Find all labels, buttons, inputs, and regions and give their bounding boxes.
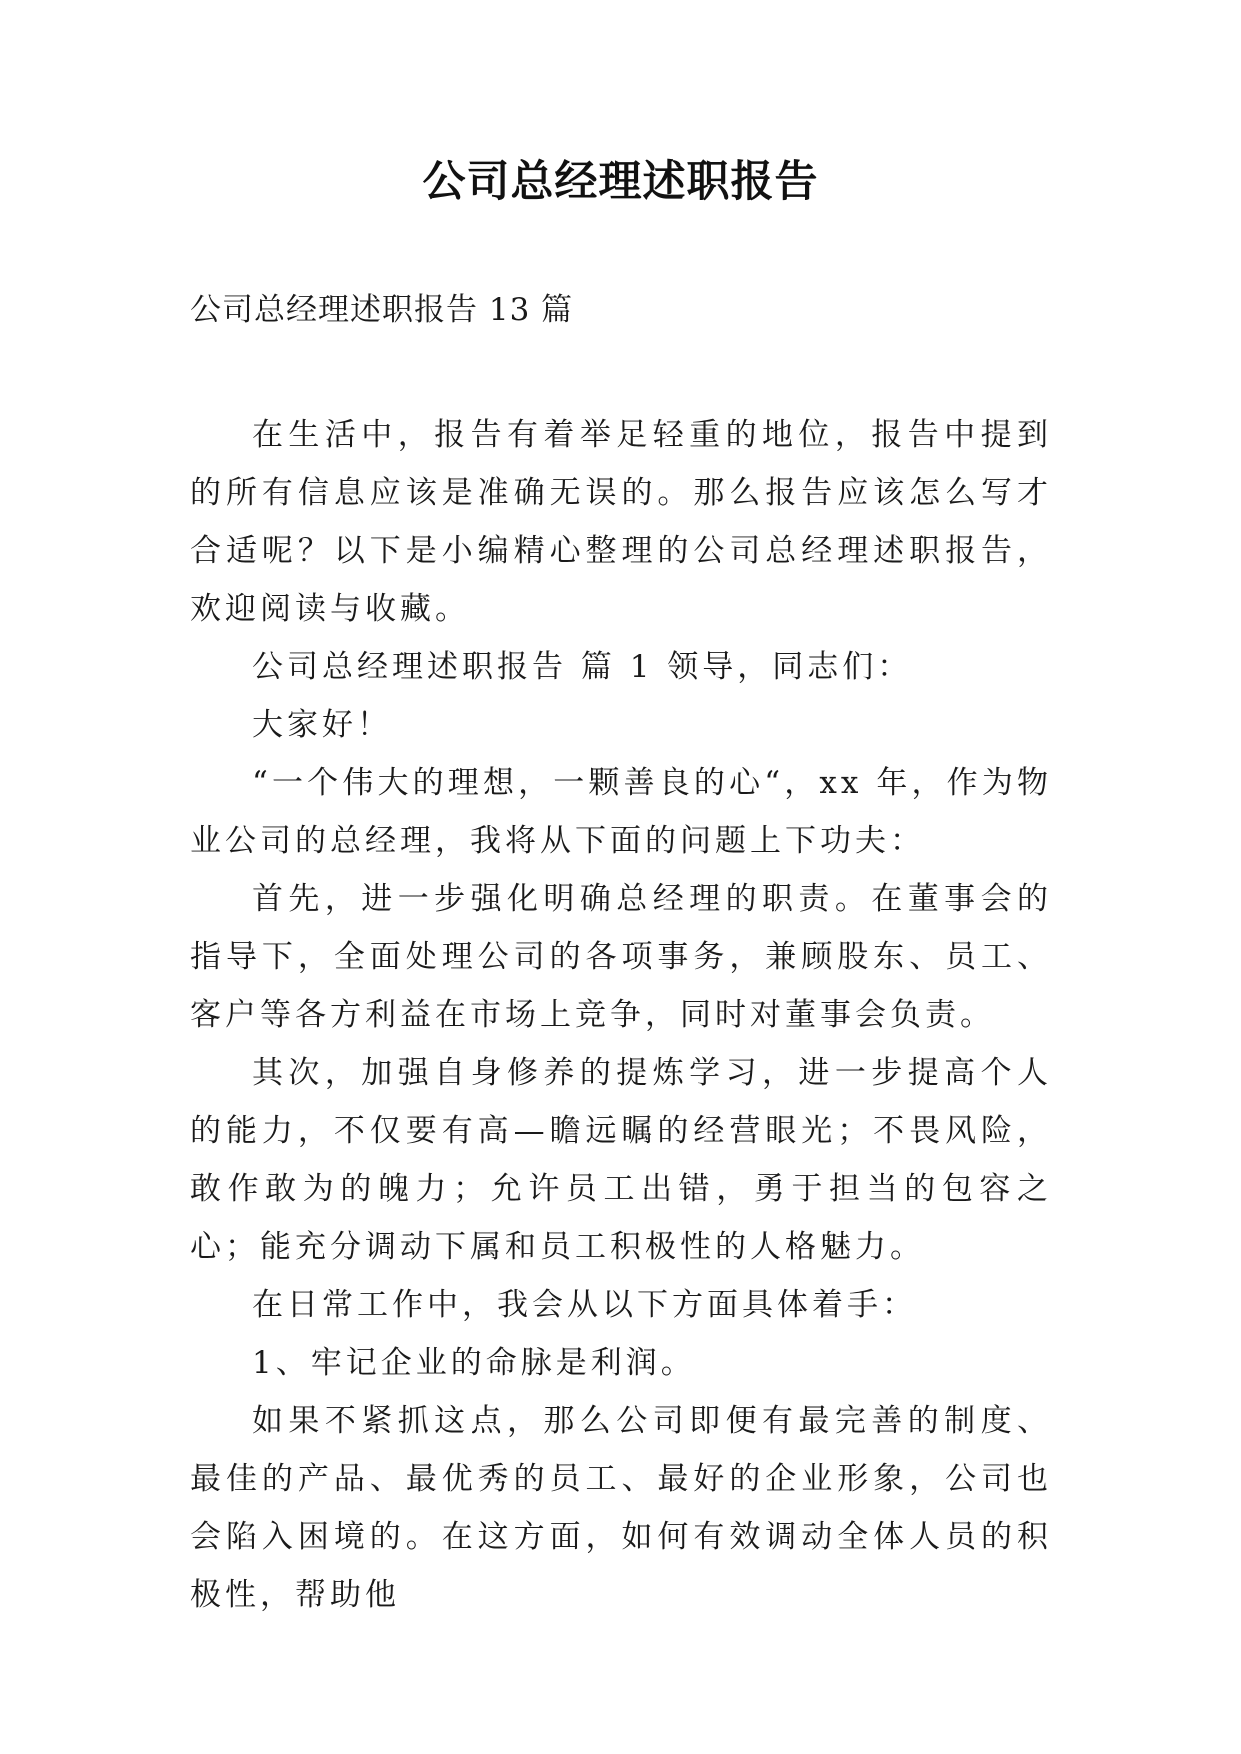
paragraph-greeting-heading: 公司总经理述职报告 篇 1 领导，同志们：: [252, 649, 913, 685]
document-title: 公司总经理述职报告: [422, 157, 819, 207]
paragraph-greeting: 大家好！: [252, 707, 392, 743]
paragraph-first: 首先，进一步强化明确总经理的职责。在董事会的指导下，全面处理公司的各项事务，兼顾股东、员工、客户等各方利益在市场上竞争，同时对董事会负责。: [190, 881, 1052, 1033]
paragraph-ideal: “一个伟大的理想，一颗善良的心“，xx 年，作为物业公司的总经理，我将从下面的问题上下功夫：: [190, 765, 1052, 859]
document-subtitle: 公司总经理述职报告 13 篇: [190, 292, 574, 328]
paragraph-point-1: 1、牢记企业的命脉是利润。: [252, 1345, 696, 1381]
paragraph-second: 其次，加强自身修养的提炼学习，进一步提高个人的能力，不仅要有高—瞻远瞩的经营眼光；不畏风险，敢作敢为的魄力；允许员工出错，勇于担当的包容之心；能充分调动下属和员工积极性的人格魅力。: [190, 1055, 1052, 1265]
paragraph-profit: 如果不紧抓这点，那么公司即便有最完善的制度、最佳的产品、最优秀的员工、最好的企业形象，公司也会陷入困境的。在这方面，如何有效调动全体人员的积极性，帮助他: [190, 1403, 1052, 1613]
paragraph-daily-work: 在日常工作中，我会从以下方面具体着手：: [252, 1287, 917, 1323]
paragraph-intro: 在生活中，报告有着举足轻重的地位，报告中提到的所有信息应该是准确无误的。那么报告应该怎么写才合适呢？以下是小编精心整理的公司总经理述职报告，欢迎阅读与收藏。: [190, 417, 1052, 627]
document-body: [190, 406, 1052, 1624]
